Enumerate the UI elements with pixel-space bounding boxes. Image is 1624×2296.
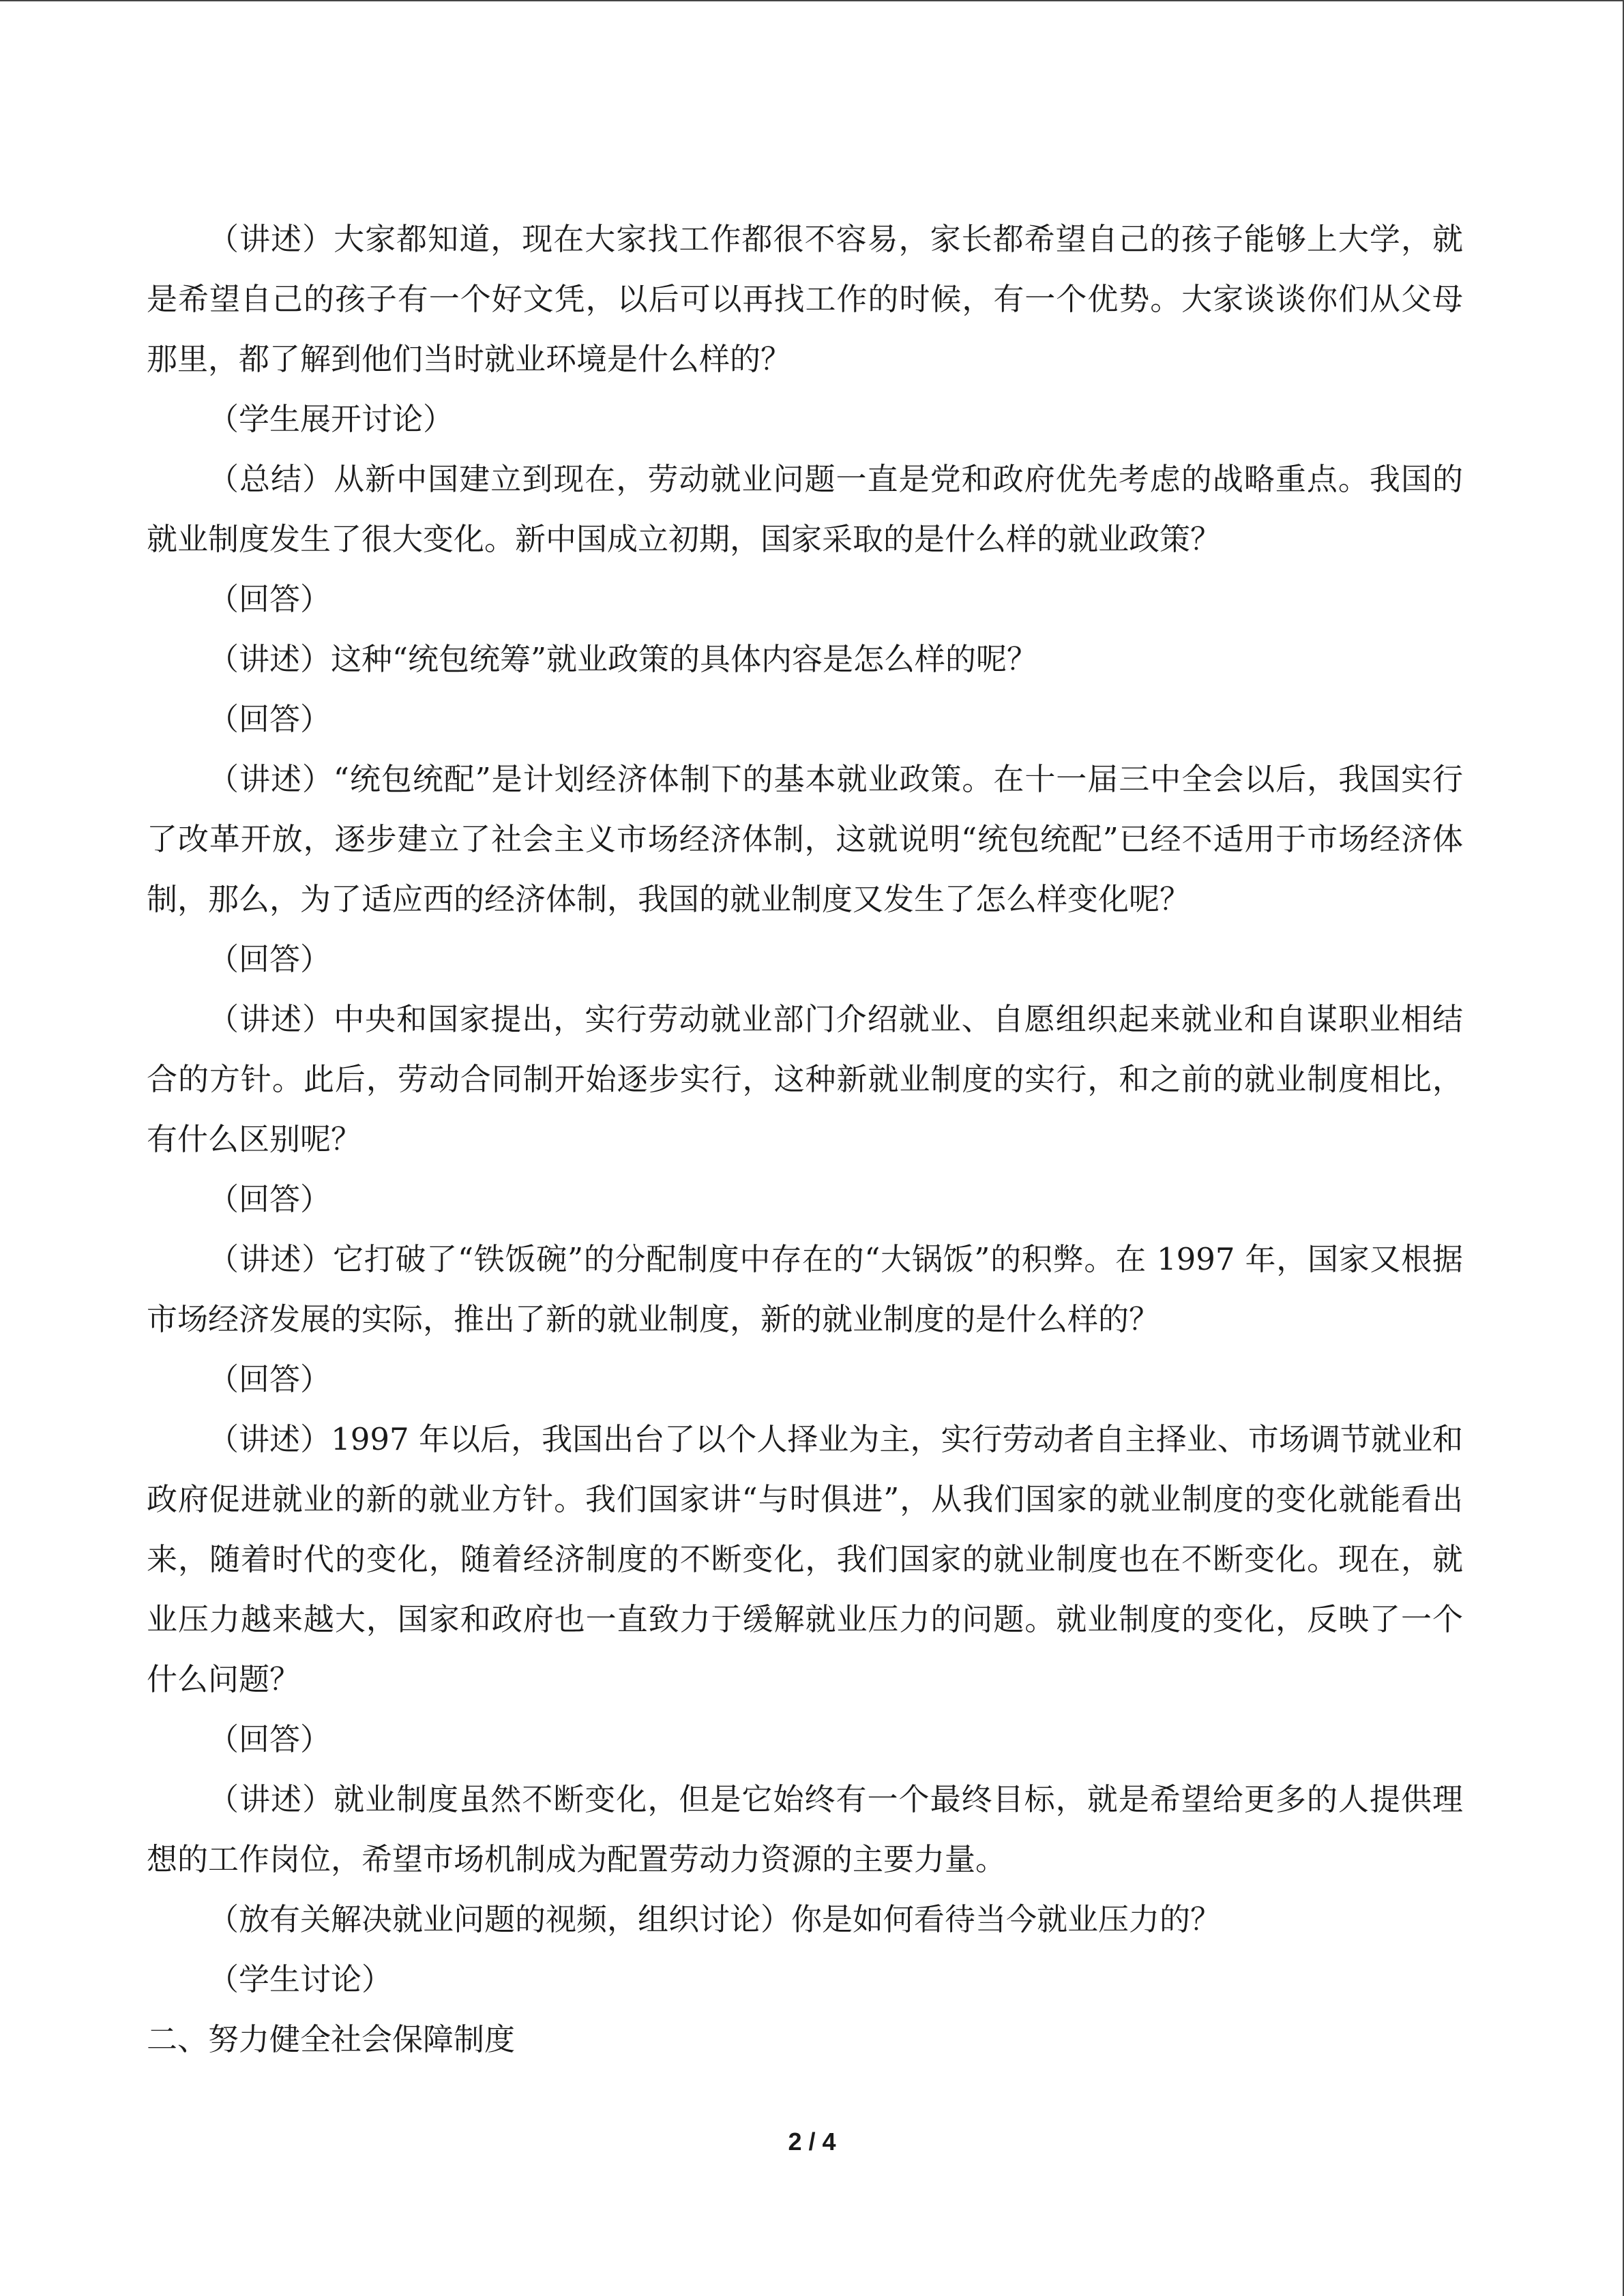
paragraph: （总结）从新中国建立到现在，劳动就业问题一直是党和政府优先考虑的战略重点。我国的就业制度发生了很大变化。新中国成立初期，国家采取的是什么样的就业政策？	[147, 461, 1463, 557]
paragraph: （讲述）1997 年以后，我国出台了以个人择业为主，实行劳动者自主择业、市场调节就业和政府促进就业的新的就业方针。我们国家讲“与时俱进”，从我们国家的就业制度的变化就能看出来，随着时代的变化，随着经济制度的不断变化，我们国家的就业制度也在不断变化。现在，就业压力越来越大，国家和政府也一直致力于缓解就业压力的问题。就业制度的变化，反映了一个什么问题？	[147, 1421, 1463, 1697]
paragraph: （放有关解决就业问题的视频，组织讨论）你是如何看待当今就业压力的？	[208, 1901, 1222, 1937]
paragraph: （学生展开讨论）	[208, 401, 454, 437]
paragraph: （回答）	[208, 701, 331, 737]
paragraph: （讲述）它打破了“铁饭碗”的分配制度中存在的“大锅饭”的积弊。在 1997 年，国家又根据市场经济发展的实际，推出了新的就业制度，新的就业制度的是什么样的？	[147, 1241, 1463, 1337]
paragraph: （讲述）就业制度虽然不断变化，但是它始终有一个最终目标，就是希望给更多的人提供理想的工作岗位，希望市场机制成为配置劳动力资源的主要力量。	[147, 1781, 1463, 1877]
section-heading: 二、努力健全社会保障制度	[147, 2021, 516, 2057]
paragraph: （讲述）这种“统包统筹”就业政策的具体内容是怎么样的呢？	[208, 641, 1038, 677]
paragraph: （回答）	[208, 1721, 331, 1757]
paragraph: （讲述）中央和国家提出，实行劳动就业部门介绍就业、自愿组织起来就业和自谋职业相结合的方针。此后，劳动合同制开始逐步实行，这种新就业制度的实行，和之前的就业制度相比，有什么区别呢？	[147, 1001, 1463, 1157]
paragraph: （讲述）大家都知道，现在大家找工作都很不容易，家长都希望自己的孩子能够上大学，就是希望自己的孩子有一个好文凭，以后可以再找工作的时候，有一个优势。大家谈谈你们从父母那里，都了解到他们当时就业环境是什么样的？	[147, 221, 1463, 377]
document-body	[147, 209, 1463, 2070]
paragraph: （回答）	[208, 581, 331, 617]
paragraph: （回答）	[208, 1181, 331, 1217]
paragraph: （学生讨论）	[208, 1961, 393, 1997]
paragraph: （讲述）“统包统配”是计划经济体制下的基本就业政策。在十一届三中全会以后，我国实行了改革开放，逐步建立了社会主义市场经济体制，这就说明“统包统配”已经不适用于市场经济体制，那么，为了适应西的经济体制，我国的就业制度又发生了怎么样变化呢？	[147, 761, 1463, 917]
paragraph: （回答）	[208, 941, 331, 977]
page-number: 2 / 4	[788, 2128, 836, 2156]
paragraph: （回答）	[208, 1361, 331, 1397]
